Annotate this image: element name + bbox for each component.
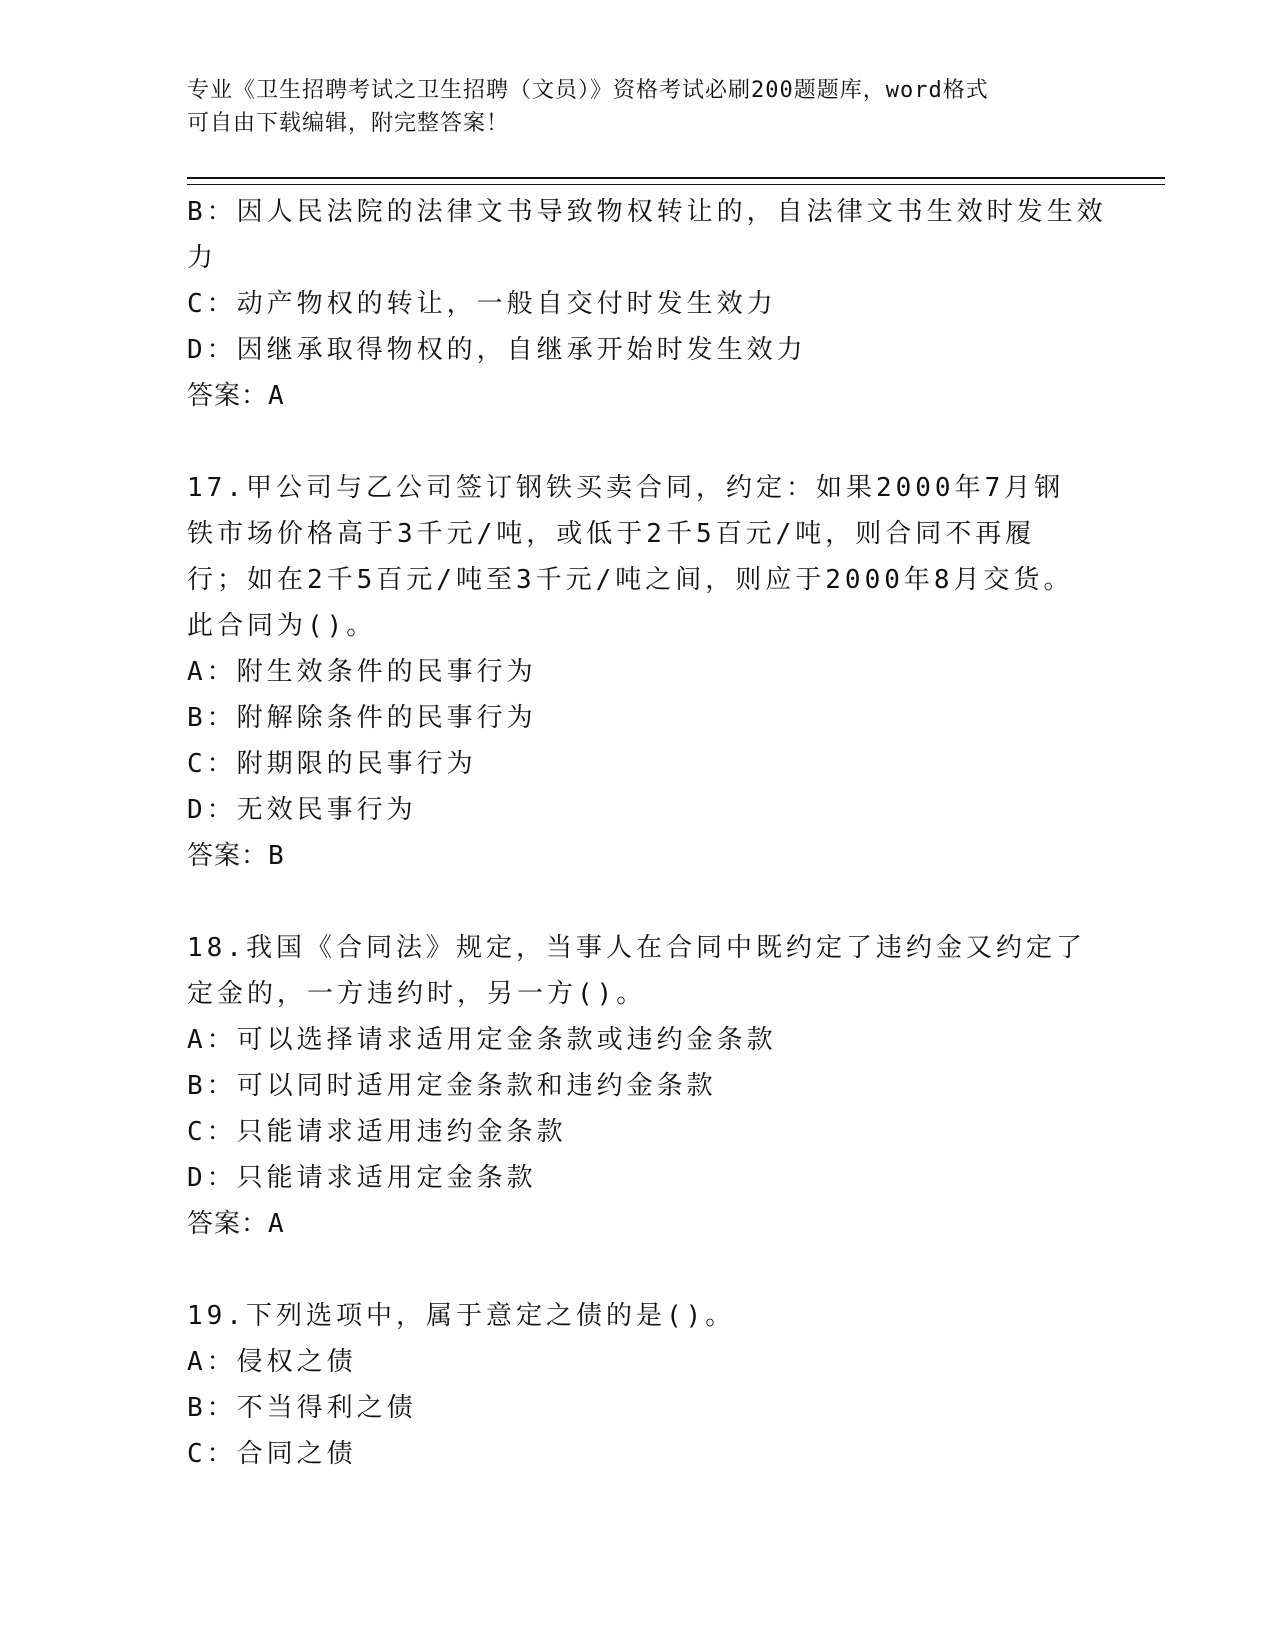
question-16-continued <box>187 189 1107 419</box>
option-c: C：动产物权的转让，一般自交付时发生效力 <box>187 289 777 319</box>
option-c: C：只能请求适用违约金条款 <box>187 1117 567 1147</box>
option-b-continued: 力 <box>187 243 218 273</box>
option-b: B：附解除条件的民事行为 <box>187 703 537 733</box>
header-line-2: 可自由下载编辑，附完整答案！ <box>187 111 510 136</box>
header-divider-thin <box>187 184 1165 185</box>
option-d: D：因继承取得物权的，自继承开始时发生效力 <box>187 335 807 365</box>
option-b: B：不当得利之债 <box>187 1393 417 1423</box>
header-divider-thick <box>187 177 1165 179</box>
option-c: C：附期限的民事行为 <box>187 749 477 779</box>
question-stem: 19.下列选项中，属于意定之债的是()。 <box>187 1301 736 1331</box>
answer: 答案：A <box>187 381 285 411</box>
option-a: A：附生效条件的民事行为 <box>187 657 537 687</box>
option-a: A：侵权之债 <box>187 1347 357 1377</box>
answer: 答案：A <box>187 1209 285 1239</box>
question-17 <box>187 465 1087 879</box>
option-b: B：因人民法院的法律文书导致物权转让的，自法律文书生效时发生效 <box>187 197 1107 227</box>
option-d: D：只能请求适用定金条款 <box>187 1163 537 1193</box>
question-stem: 18.我国《合同法》规定，当事人在合同中既约定了违约金又约定了定金的，一方违约时，另一方()。 <box>187 933 1086 1009</box>
option-a: A：可以选择请求适用定金条款或违约金条款 <box>187 1025 777 1055</box>
option-b: B：可以同时适用定金条款和违约金条款 <box>187 1071 717 1101</box>
document-header <box>187 74 1067 140</box>
question-stem: 17.甲公司与乙公司签订钢铁买卖合同，约定：如果2000年7月钢铁市场价格高于3千元/吨，或低于2千5百元/吨，则合同不再履行；如在2千5百元/吨至3千元/吨之间，则应于2000年8月交货。此合同为()。 <box>187 473 1074 641</box>
question-list <box>187 189 1107 1477</box>
option-d: D：无效民事行为 <box>187 795 417 825</box>
question-18 <box>187 925 1087 1247</box>
answer: 答案：B <box>187 841 285 871</box>
option-c: C：合同之债 <box>187 1439 357 1469</box>
header-line-1: 专业《卫生招聘考试之卫生招聘（文员）》资格考试必刷200题题库，word格式 <box>187 78 989 103</box>
question-19 <box>187 1293 1087 1477</box>
